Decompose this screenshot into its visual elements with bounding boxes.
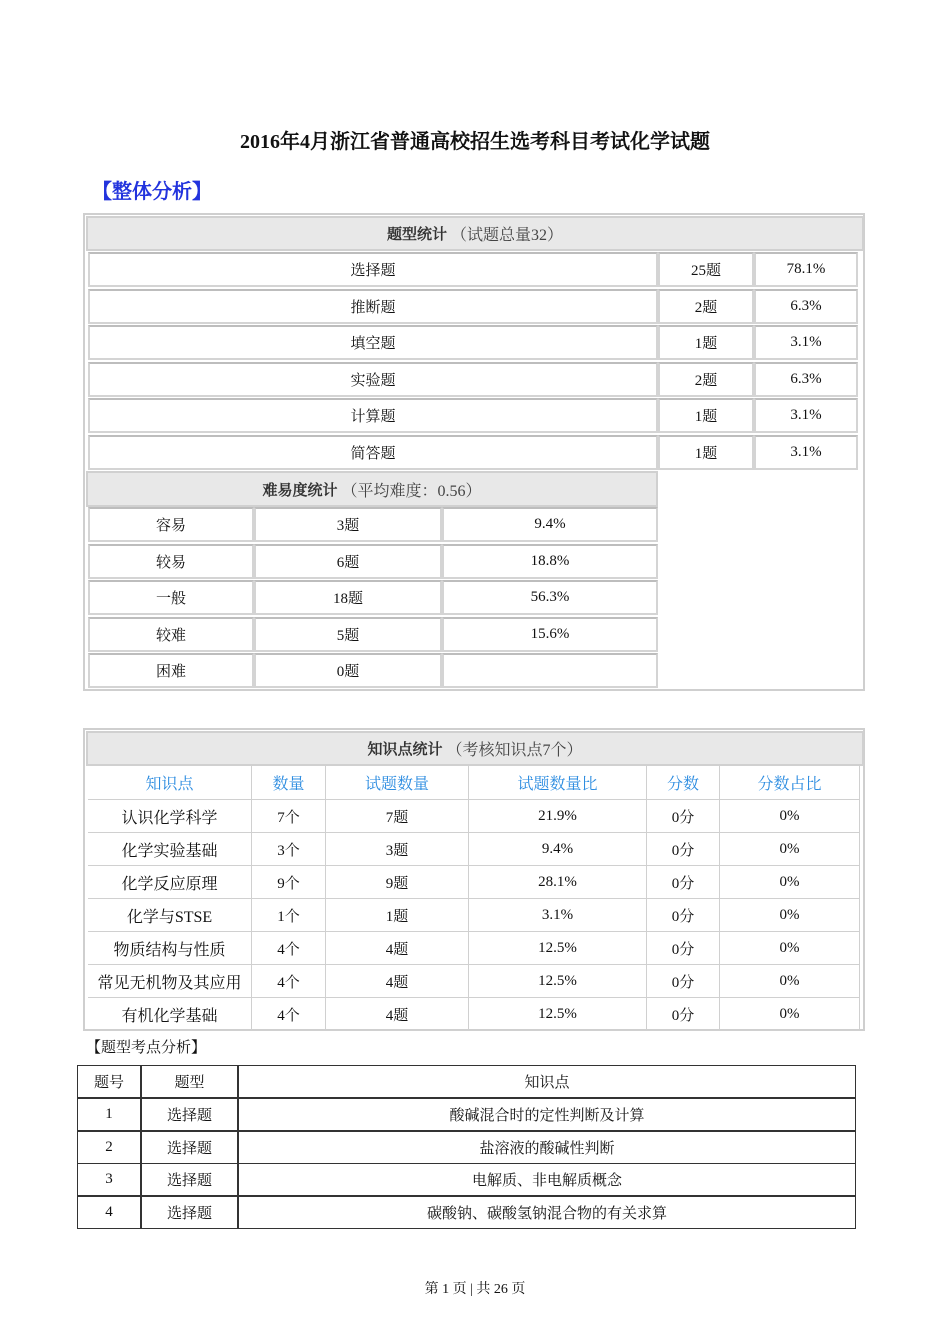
- knowledge-cell: 3个: [252, 833, 326, 866]
- knowledge-cell: 常见无机物及其应用: [88, 965, 252, 998]
- type-stats-cell: 2题: [658, 362, 754, 397]
- analysis-cell: 2: [77, 1131, 141, 1164]
- difficulty-cell: 困难: [88, 653, 254, 688]
- type-stats-cell: 2题: [658, 289, 754, 324]
- knowledge-cell: 21.9%: [469, 800, 647, 833]
- header-note: （试题总量32）: [451, 227, 564, 244]
- difficulty-cell: 9.4%: [442, 507, 658, 542]
- type-stats-cell: 3.1%: [754, 435, 858, 470]
- knowledge-cell: 认识化学科学: [88, 800, 252, 833]
- difficulty-header: [86, 471, 658, 507]
- knowledge-cell: 物质结构与性质: [88, 932, 252, 965]
- knowledge-column-header: 数量: [252, 766, 326, 800]
- type-stats-cell: 6.3%: [754, 289, 858, 324]
- analysis-column-header: 题型: [141, 1065, 238, 1098]
- page-footer: 第 1 页 | 共 26 页: [424, 1282, 526, 1297]
- knowledge-header: [86, 731, 864, 766]
- knowledge-cell: 0分: [647, 998, 720, 1031]
- header-title: 题型统计: [386, 225, 447, 243]
- type-stats-cell: 简答题: [88, 435, 658, 470]
- type-stats-cell: 78.1%: [754, 252, 858, 287]
- knowledge-cell: 化学与STSE: [88, 899, 252, 932]
- knowledge-cell: 0%: [720, 866, 860, 899]
- document-title: 2016年4月浙江省普通高校招生选考科目考试化学试题: [240, 131, 710, 153]
- knowledge-cell: 化学反应原理: [88, 866, 252, 899]
- header-note: （平均难度：0.56）: [341, 482, 482, 500]
- knowledge-cell: 4个: [252, 965, 326, 998]
- knowledge-cell: 0%: [720, 899, 860, 932]
- difficulty-cell: 5题: [254, 617, 442, 652]
- knowledge-cell: 4题: [326, 965, 469, 998]
- knowledge-column-header: 试题数量比: [469, 766, 647, 800]
- knowledge-cell: 化学实验基础: [88, 833, 252, 866]
- knowledge-cell: 0分: [647, 866, 720, 899]
- analysis-cell: 1: [77, 1098, 141, 1131]
- difficulty-cell: 0题: [254, 653, 442, 688]
- header-title: 难易度统计: [262, 480, 338, 499]
- analysis-cell: 选择题: [141, 1131, 238, 1164]
- knowledge-cell: 0分: [647, 932, 720, 965]
- knowledge-cell: 0%: [720, 965, 860, 998]
- knowledge-cell: 0分: [647, 800, 720, 833]
- knowledge-cell: 0分: [647, 899, 720, 932]
- knowledge-cell: 9个: [252, 866, 326, 899]
- difficulty-cell: 较难: [88, 617, 254, 652]
- knowledge-cell: 0%: [720, 932, 860, 965]
- knowledge-cell: 4题: [326, 932, 469, 965]
- difficulty-cell: 18.8%: [442, 544, 658, 579]
- difficulty-cell: [442, 653, 658, 688]
- difficulty-cell: 56.3%: [442, 580, 658, 615]
- knowledge-cell: 有机化学基础: [88, 998, 252, 1031]
- analysis-column-header: 知识点: [238, 1065, 856, 1098]
- type-stats-cell: 1题: [658, 398, 754, 433]
- knowledge-cell: 4个: [252, 998, 326, 1031]
- knowledge-cell: 12.5%: [469, 965, 647, 998]
- analysis-cell: 碳酸钠、碳酸氢钠混合物的有关求算: [238, 1196, 856, 1229]
- analysis-cell: 4: [77, 1196, 141, 1229]
- difficulty-cell: 一般: [88, 580, 254, 615]
- analysis-cell: 电解质、非电解质概念: [238, 1163, 856, 1196]
- difficulty-cell: 容易: [88, 507, 254, 542]
- type-stats-cell: 1题: [658, 435, 754, 470]
- analysis-cell: 选择题: [141, 1098, 238, 1131]
- difficulty-cell: 18题: [254, 580, 442, 615]
- knowledge-cell: 12.5%: [469, 998, 647, 1031]
- difficulty-cell: 较易: [88, 544, 254, 579]
- analysis-label: 【题型考点分析】: [86, 1040, 207, 1056]
- analysis-column-header: 题号: [77, 1065, 141, 1098]
- type-stats-cell: 计算题: [88, 398, 658, 433]
- knowledge-cell: 4题: [326, 998, 469, 1031]
- type-stats-cell: 25题: [658, 252, 754, 287]
- header-note: （考核知识点7个）: [446, 742, 583, 759]
- knowledge-cell: 7个: [252, 800, 326, 833]
- knowledge-cell: 12.5%: [469, 932, 647, 965]
- type-stats-cell: 实验题: [88, 362, 658, 397]
- analysis-cell: 3: [77, 1163, 141, 1196]
- knowledge-cell: 9题: [326, 866, 469, 899]
- type-stats-cell: 3.1%: [754, 398, 858, 433]
- knowledge-cell: 7题: [326, 800, 469, 833]
- type-stats-cell: 3.1%: [754, 325, 858, 360]
- knowledge-cell: 4个: [252, 932, 326, 965]
- knowledge-column-header: 分数: [647, 766, 720, 800]
- type-stats-cell: 填空题: [88, 325, 658, 360]
- analysis-cell: 酸碱混合时的定性判断及计算: [238, 1098, 856, 1131]
- knowledge-column-header: 试题数量: [326, 766, 469, 800]
- header-title: 知识点统计: [367, 740, 443, 758]
- difficulty-cell: 6题: [254, 544, 442, 579]
- knowledge-cell: 0分: [647, 833, 720, 866]
- knowledge-column-header: 知识点: [88, 766, 252, 800]
- difficulty-cell: 3题: [254, 507, 442, 542]
- knowledge-cell: 0%: [720, 998, 860, 1031]
- knowledge-cell: 3.1%: [469, 899, 647, 932]
- type-stats-cell: 1题: [658, 325, 754, 360]
- section-heading: 【整体分析】: [92, 179, 212, 203]
- knowledge-cell: 1题: [326, 899, 469, 932]
- type-stats-cell: 6.3%: [754, 362, 858, 397]
- knowledge-cell: 0%: [720, 833, 860, 866]
- difficulty-cell: 15.6%: [442, 617, 658, 652]
- analysis-cell: 选择题: [141, 1163, 238, 1196]
- knowledge-cell: 0分: [647, 965, 720, 998]
- knowledge-cell: 1个: [252, 899, 326, 932]
- type-stats-header: [86, 216, 864, 251]
- knowledge-column-header: 分数占比: [720, 766, 860, 800]
- analysis-cell: 盐溶液的酸碱性判断: [238, 1131, 856, 1164]
- knowledge-cell: 3题: [326, 833, 469, 866]
- knowledge-cell: 28.1%: [469, 866, 647, 899]
- type-stats-cell: 推断题: [88, 289, 658, 324]
- type-stats-cell: 选择题: [88, 252, 658, 287]
- analysis-cell: 选择题: [141, 1196, 238, 1229]
- knowledge-cell: 0%: [720, 800, 860, 833]
- knowledge-cell: 9.4%: [469, 833, 647, 866]
